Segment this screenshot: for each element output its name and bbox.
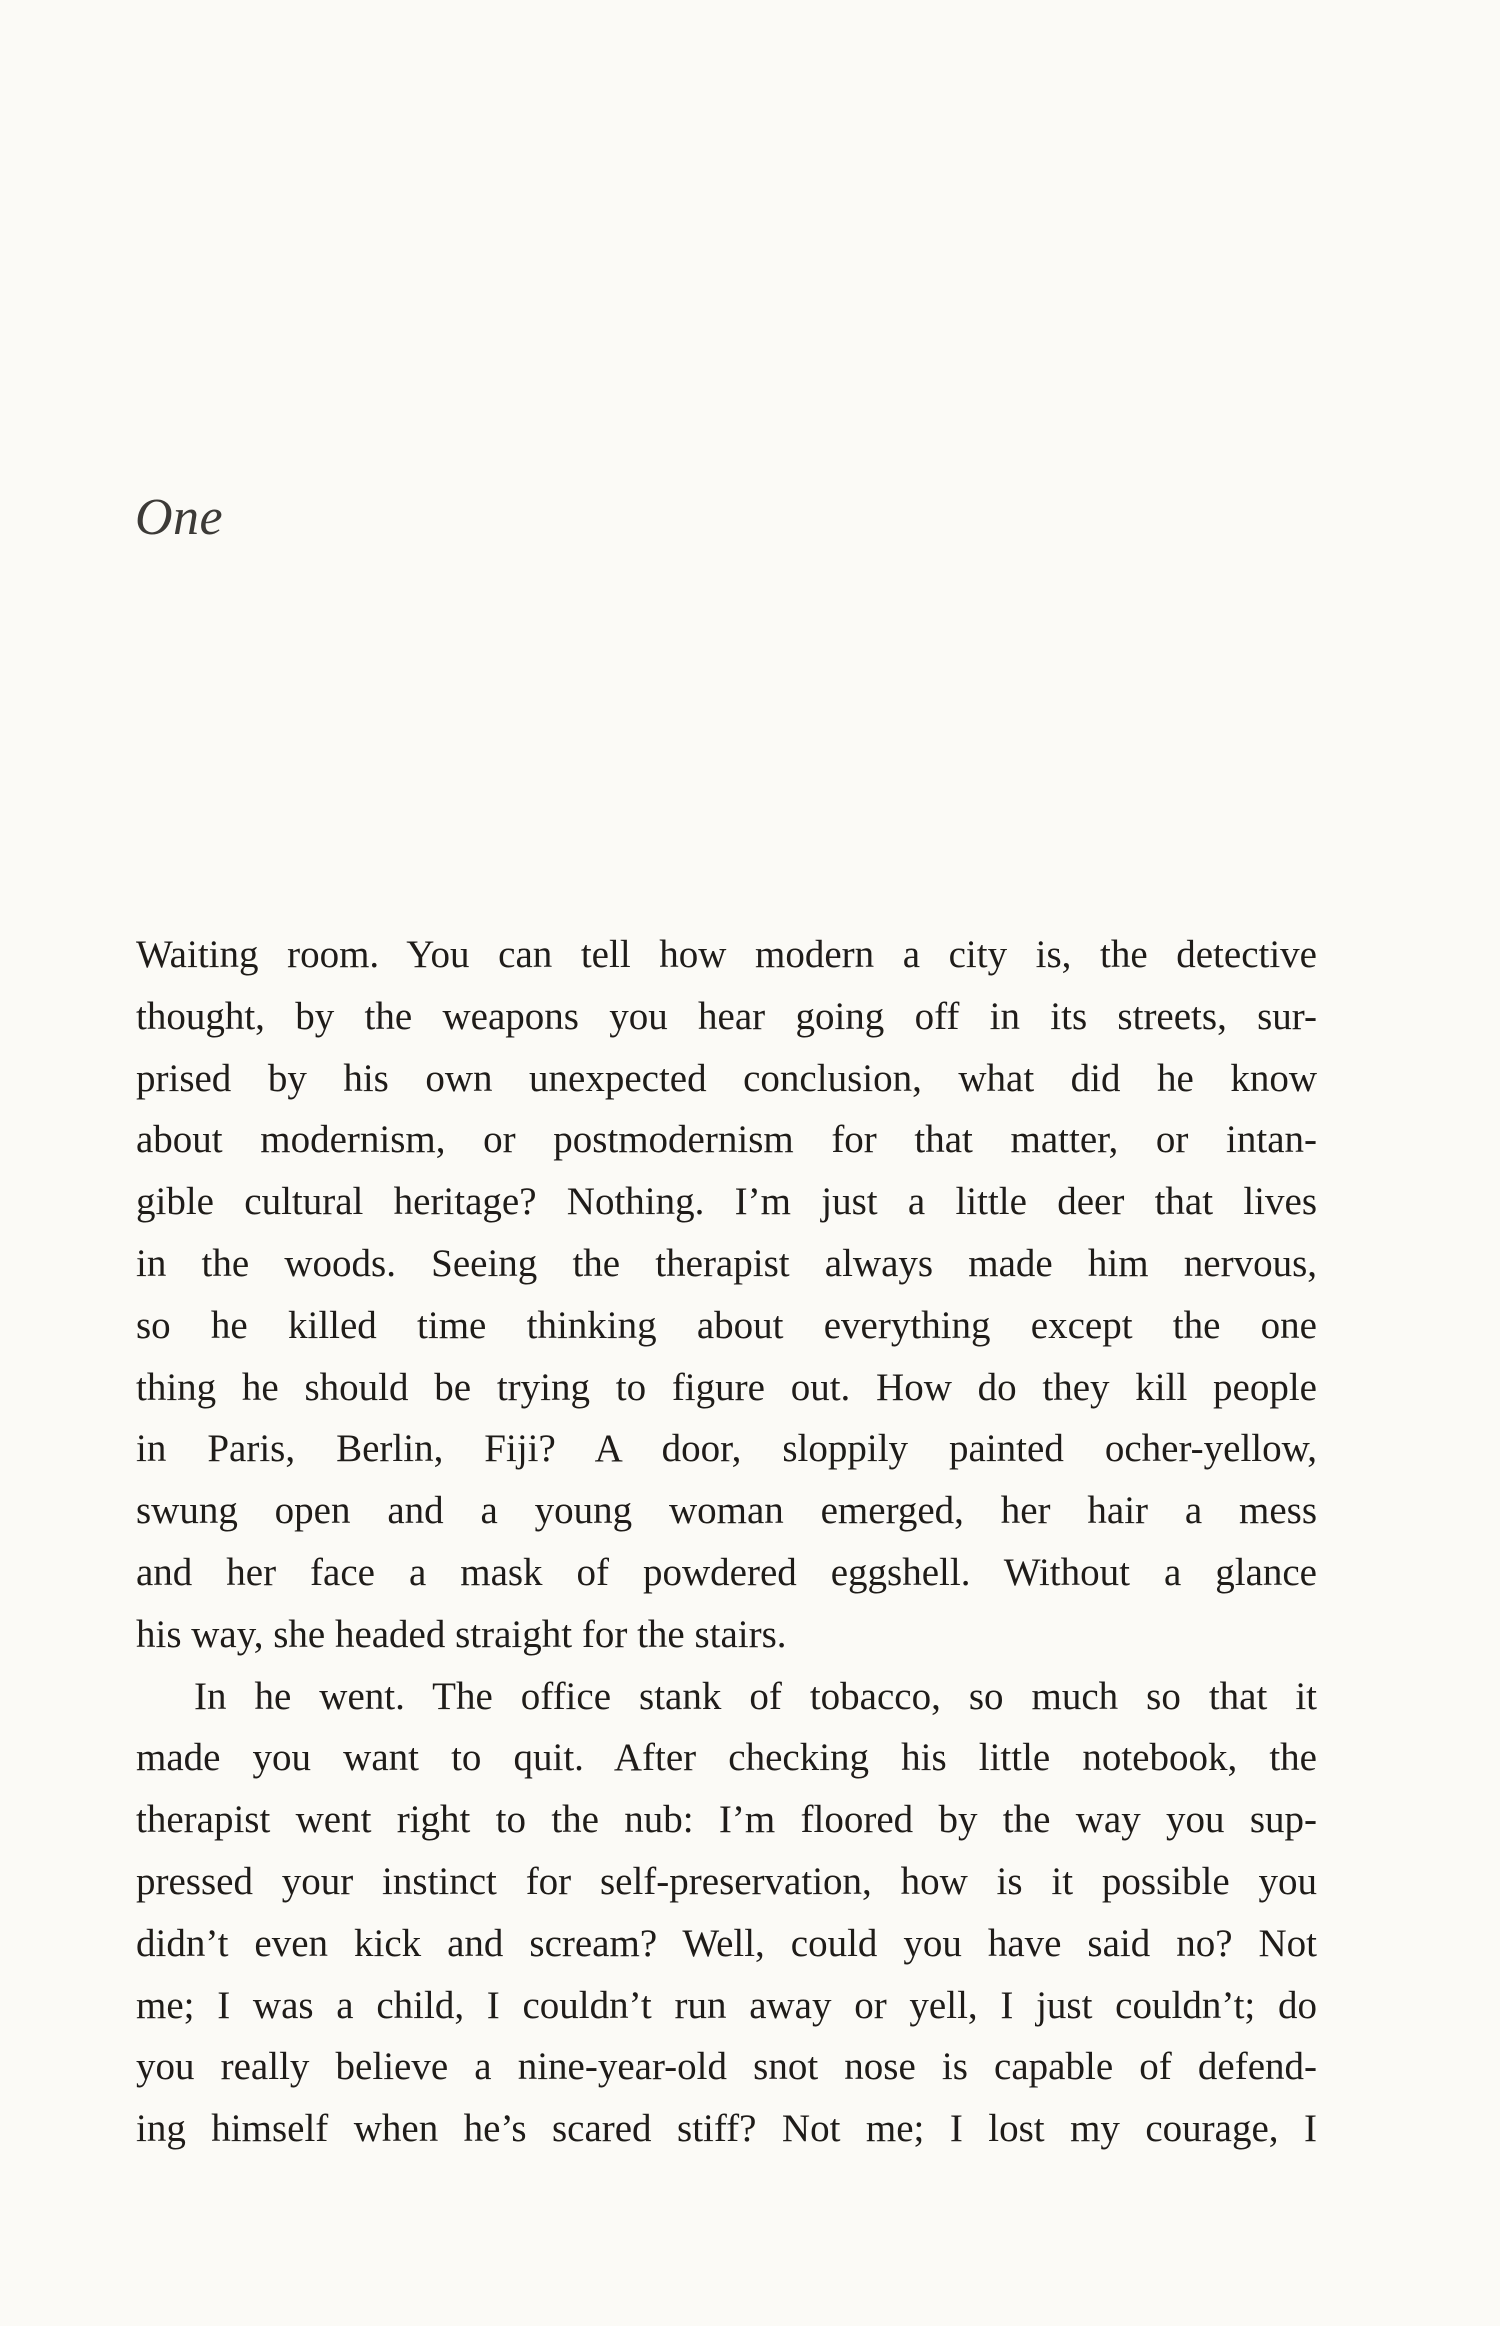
text-line: In he went. The office stank of tobacco, so much so that it [194, 1674, 1317, 1718]
text-line: didn’t even kick and scream? Well, could you have said no? Not [136, 1921, 1317, 1965]
text-line: prised by his own unexpected conclusion, what did he know [136, 1056, 1317, 1100]
text-line: about modernism, or postmodernism for that matter, or intan- [136, 1118, 1317, 1162]
paragraph-2 [136, 1666, 1317, 2160]
text-line: in the woods. Seeing the therapist always made him nervous, [136, 1241, 1317, 1285]
text-line: swung open and a young woman emerged, her hair a mess [136, 1489, 1317, 1533]
text-line: gible cultural heritage? Nothing. I’m just a little deer that lives [136, 1180, 1317, 1224]
chapter-title: One [135, 489, 224, 546]
text-line: ing himself when he’s scared stiff? Not me; I lost my courage, I [136, 2107, 1317, 2151]
text-line: therapist went right to the nub: I’m floored by the way you sup- [136, 1798, 1317, 1842]
text-line: thought, by the weapons you hear going off in its streets, sur- [136, 994, 1317, 1038]
text-line: and her face a mask of powdered eggshell. Without a glance [136, 1550, 1317, 1594]
text-line: in Paris, Berlin, Fiji? A door, sloppily painted ocher-yellow, [136, 1427, 1317, 1471]
text-line: me; I was a child, I couldn’t run away or yell, I just couldn’t; do [136, 1983, 1317, 2027]
text-line: thing he should be trying to figure out. How do they kill people [136, 1365, 1317, 1409]
text-line: you really believe a nine-year-old snot nose is capable of defend- [136, 2045, 1317, 2089]
paragraph-1 [136, 924, 1317, 1666]
body-text [136, 924, 1317, 2160]
text-line: so he killed time thinking about everything except the one [136, 1303, 1317, 1347]
text-line: his way, she headed straight for the stairs. [136, 1612, 787, 1656]
text-line: made you want to quit. After checking his little notebook, the [136, 1736, 1317, 1780]
text-line: pressed your instinct for self-preservation, how is it possible you [136, 1859, 1317, 1903]
text-line: Waiting room. You can tell how modern a city is, the detective [136, 933, 1317, 976]
